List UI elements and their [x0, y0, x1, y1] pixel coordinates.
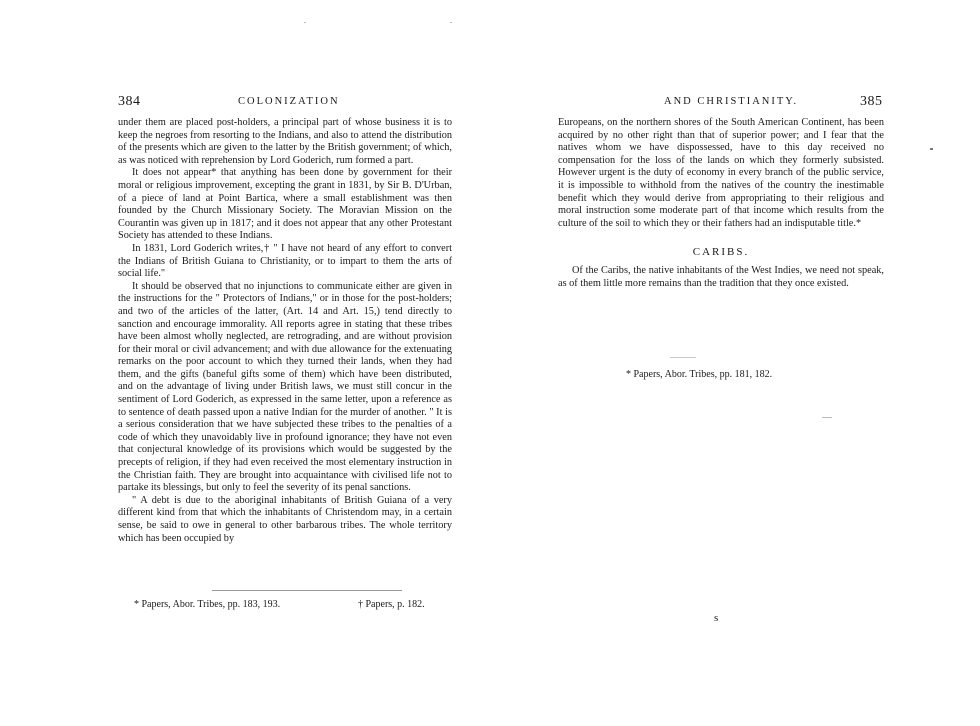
paragraph: In 1831, Lord Goderich writes,† " I have not heard of any effort to convert the Indians of British Guiana to Christianity, or to impart to them the arts of social life." — [118, 242, 452, 280]
paragraph: It does not appear* that anything has been done by government for their moral or religious improvement, excepting the grant in 1831, by Sir B. D'Urban, of a piece of land at Point Bartica, where a small establishment was then founded by the Church Missionary Society. The Moravian Mission on the Courantin was given up in 1817; and it does not appear that any other Protestant Society has attended to these Indians. — [118, 167, 452, 242]
paragraph: " A debt is due to the aboriginal inhabitants of British Guiana of a very different kind from that which the inhabitants of Christendom may, in a certain sense, be said to owe in general to other barbarous tribes. The whole territory which has been occupied by — [118, 494, 452, 544]
footnote-rule — [212, 590, 402, 591]
footnote: † Papers, p. 182. — [358, 599, 425, 610]
right-page — [490, 0, 980, 726]
paragraph: Of the Caribs, the native inhabitants of the West Indies, we need not speak, as of them little more remains than the tradition that they once existed. — [558, 265, 884, 289]
scan-speck — [450, 22, 452, 23]
paragraph: under them are placed post-holders, a principal part of whose business it is to keep the negroes from resorting to the Indians, and also to attend the distribution of the presents which are given to the latter by the British government; of which, as was noticed with reprehension by Lord Goderich, rum formed a part. — [118, 117, 452, 166]
footnote: * Papers, Abor. Tribes, pp. 183, 193. — [134, 599, 281, 610]
scan-speck — [930, 148, 933, 150]
left-page-number: 384 — [118, 94, 141, 109]
footnote: * Papers, Abor. Tribes, pp. 181, 182. — [626, 369, 773, 380]
scan-speck — [304, 22, 306, 23]
right-body-bottom — [558, 265, 884, 290]
section-heading: CARIBS. — [692, 246, 750, 258]
left-running-title: COLONIZATION — [238, 96, 340, 107]
scan-speck — [822, 417, 832, 418]
right-running-title: AND CHRISTIANITY. — [664, 96, 799, 107]
footnote-rule — [670, 357, 696, 358]
right-body-top — [558, 117, 884, 230]
paragraph: It should be observed that no injunctions to communicate either are given in the instructions for the " Protectors of Indians," or in those for the post-holders; and two of the articles of the latter, (Art. 14 and Art. 15,) tend directly to sanction and encourage immorality. All reports agree in stating that these tribes have been almost wholly neglected, are retrograding, and are without provision for their moral or civil advancement; and with due allowance for the extenuating remarks on the poor account to which they turned their lands, when they had them, and the gifts (baneful gifts some of them) which have been distributed, and on the advantage of living under British laws, we must still concur in the sentiment of Lord Goderich, as expressed in the same letter, upon a reference as to sentence of death passed upon a native Indian for the murder of another. " It is a serious consideration that we have subjected these tribes to the penalties of a code of which they unavoidably live in profound ignorance; they have not even that conjectural knowledge of its provisions which would be suggested by the precepts of religion, if they had even received the most elementary instruction in the Christian faith. They are brought into acquaintance with civilised life not to partake its blessings, but only to feel the severity of its penal sanctions. — [118, 280, 452, 494]
paragraph: Europeans, on the northern shores of the South American Continent, has been acquired by no other right than that of superior power; and I fear that the natives whom we have dispossessed, have to this day received no compensation for the loss of the lands on which they formerly subsisted. However urgent is the duty of economy in every branch of the public service, it is impossible to withhold from the natives of the country the inestimable benefit which they would derive from appropriating to their religious and moral instruction some moderate part of that income which results from the culture of the soil to which they or their fathers had an indisputable title.* — [558, 117, 884, 229]
left-body — [118, 117, 452, 545]
signature-mark: s — [714, 612, 719, 624]
right-page-number: 385 — [860, 94, 883, 109]
